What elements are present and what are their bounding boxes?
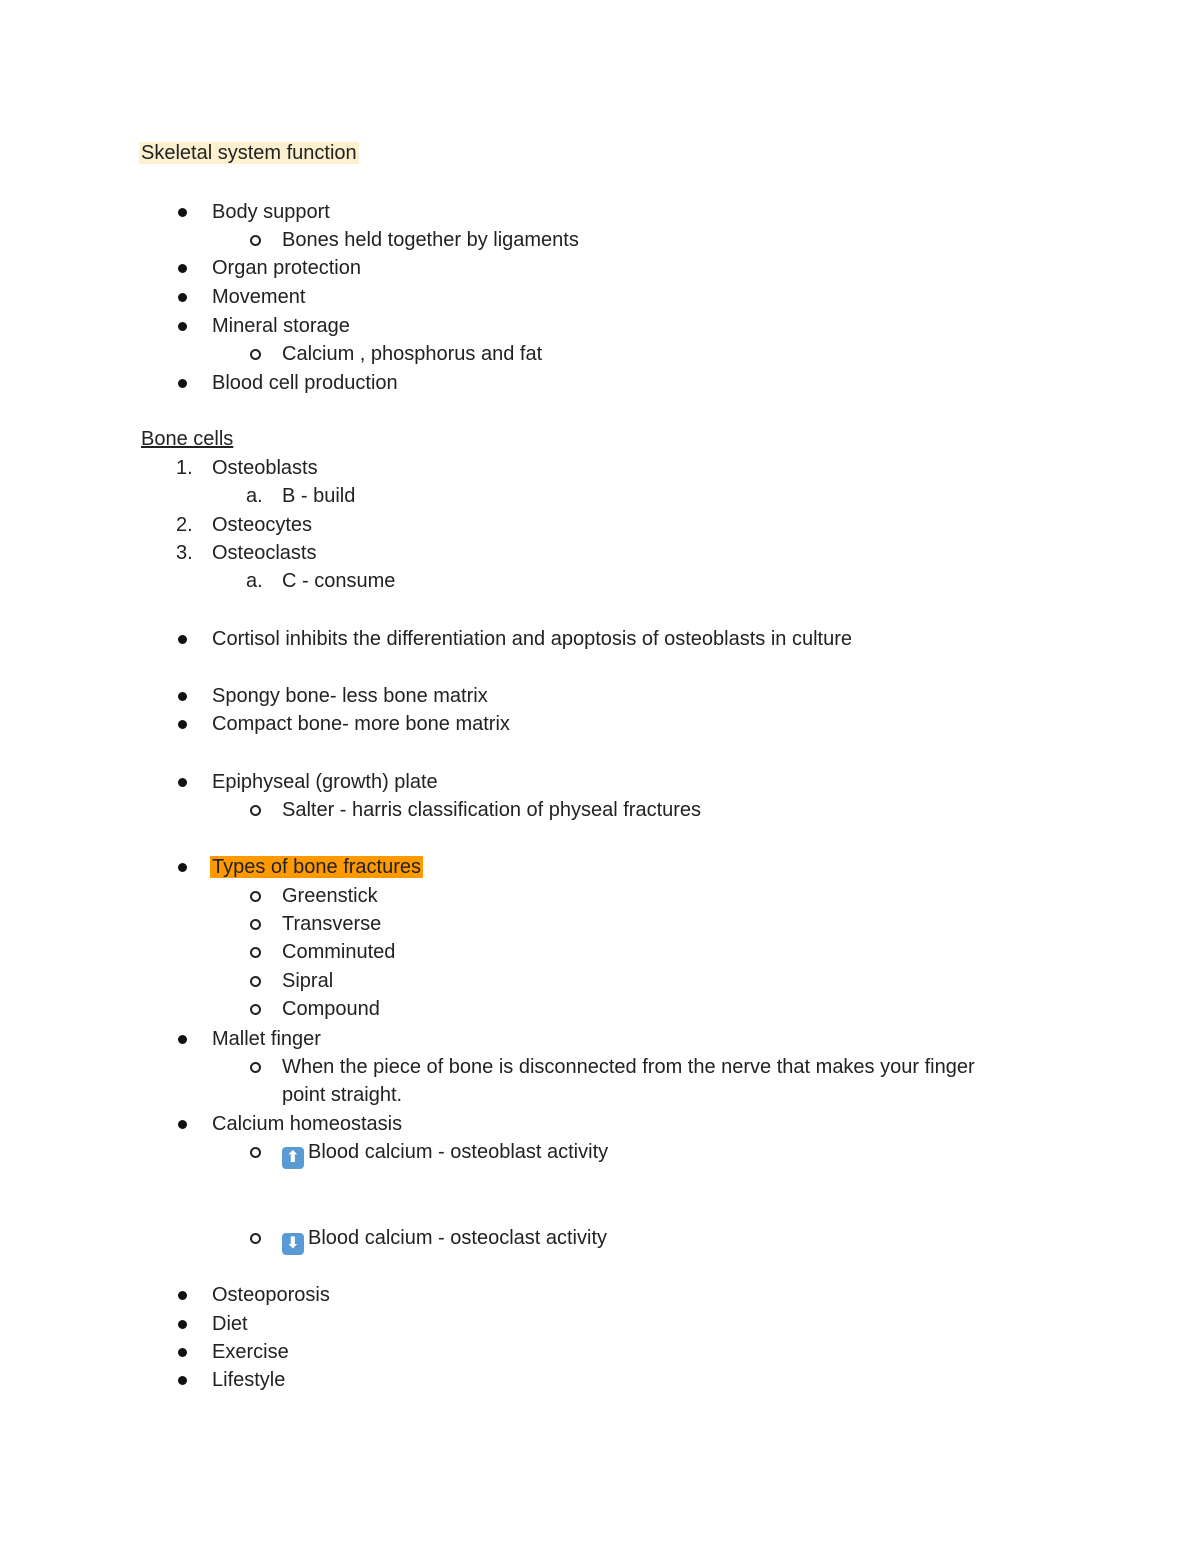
list-item: Transverse xyxy=(282,913,382,935)
list-item: Calcium , phosphorus and fat xyxy=(282,343,543,365)
list-item: Compact bone- more bone matrix xyxy=(212,713,510,735)
hollow-bullet-icon xyxy=(246,226,266,254)
list-item: Movement xyxy=(212,286,306,308)
list-item: Comminuted xyxy=(282,941,396,963)
bullet-icon xyxy=(176,198,196,226)
list-number: 3. xyxy=(176,542,193,564)
bullet-icon xyxy=(176,682,196,710)
list-item-calcium-down xyxy=(282,1224,607,1252)
bullet-icon xyxy=(176,625,196,653)
bullet-icon xyxy=(176,369,196,397)
bullet-icon xyxy=(176,283,196,311)
list-item: Osteoclasts xyxy=(212,542,317,564)
list-item: Body support xyxy=(212,201,330,223)
bullet-icon xyxy=(176,853,196,881)
bullet-icon xyxy=(176,1025,196,1053)
list-item: Compound xyxy=(282,998,380,1020)
bullet-icon xyxy=(176,1310,196,1338)
list-item: Diet xyxy=(212,1313,248,1335)
list-number: 2. xyxy=(176,514,193,536)
hollow-bullet-icon xyxy=(246,938,266,966)
bullet-icon xyxy=(176,768,196,796)
list-item-calcium-up xyxy=(282,1138,608,1166)
hollow-bullet-icon xyxy=(246,1138,266,1166)
bullet-icon xyxy=(176,254,196,282)
list-item: C - consume xyxy=(282,570,396,592)
bullet-icon xyxy=(176,1366,196,1394)
list-letter: a. xyxy=(246,485,263,507)
list-item: Osteocytes xyxy=(212,514,313,536)
list-number: 1. xyxy=(176,457,193,479)
bullet-icon xyxy=(176,1110,196,1138)
hollow-bullet-icon xyxy=(246,340,266,368)
list-item: Salter - harris classification of physeal fractures xyxy=(282,799,702,821)
list-item-fractures xyxy=(212,853,423,881)
section-heading-skeletal xyxy=(141,139,359,167)
section-heading-bone-cells: Bone cells xyxy=(141,428,234,450)
list-item: Osteoblasts xyxy=(212,457,318,479)
calcium-down-text: Blood calcium - osteoclast activity xyxy=(308,1227,608,1249)
hollow-bullet-icon xyxy=(246,796,266,824)
bullet-icon xyxy=(176,312,196,340)
list-item: Bones held together by ligaments xyxy=(282,229,579,251)
bullet-icon xyxy=(176,1338,196,1366)
hollow-bullet-icon xyxy=(246,882,266,910)
list-item: When the piece of bone is disconnected from the nerve that makes your finger xyxy=(282,1056,975,1078)
highlighted-text: Types of bone fractures xyxy=(212,856,422,878)
hollow-bullet-icon xyxy=(246,910,266,938)
list-item: Exercise xyxy=(212,1341,289,1363)
list-item: B - build xyxy=(282,485,356,507)
list-item: Blood cell production xyxy=(212,372,398,394)
hollow-bullet-icon xyxy=(246,995,266,1023)
list-item: Sipral xyxy=(282,970,334,992)
list-item-continuation: point straight. xyxy=(282,1084,403,1106)
hollow-bullet-icon xyxy=(246,967,266,995)
list-letter: a. xyxy=(246,570,263,592)
list-item: Lifestyle xyxy=(212,1369,286,1391)
list-item: Mineral storage xyxy=(212,315,350,337)
list-item: Spongy bone- less bone matrix xyxy=(212,685,488,707)
list-item: Organ protection xyxy=(212,257,361,279)
list-item: Osteoporosis xyxy=(212,1284,330,1306)
up-arrow-icon: ⬆ xyxy=(282,1147,304,1169)
list-item: Mallet finger xyxy=(212,1028,321,1050)
hollow-bullet-icon xyxy=(246,1053,266,1081)
down-arrow-icon: ⬇ xyxy=(282,1233,304,1255)
list-item: Greenstick xyxy=(282,885,378,907)
list-item: Epiphyseal (growth) plate xyxy=(212,771,438,793)
bullet-icon xyxy=(176,710,196,738)
hollow-bullet-icon xyxy=(246,1224,266,1252)
list-item: Cortisol inhibits the differentiation and apoptosis of osteoblasts in culture xyxy=(212,628,853,650)
heading-text: Skeletal system function xyxy=(141,142,357,164)
calcium-up-text: Blood calcium - osteoblast activity xyxy=(308,1141,609,1163)
list-item: Calcium homeostasis xyxy=(212,1113,403,1135)
bullet-icon xyxy=(176,1281,196,1309)
